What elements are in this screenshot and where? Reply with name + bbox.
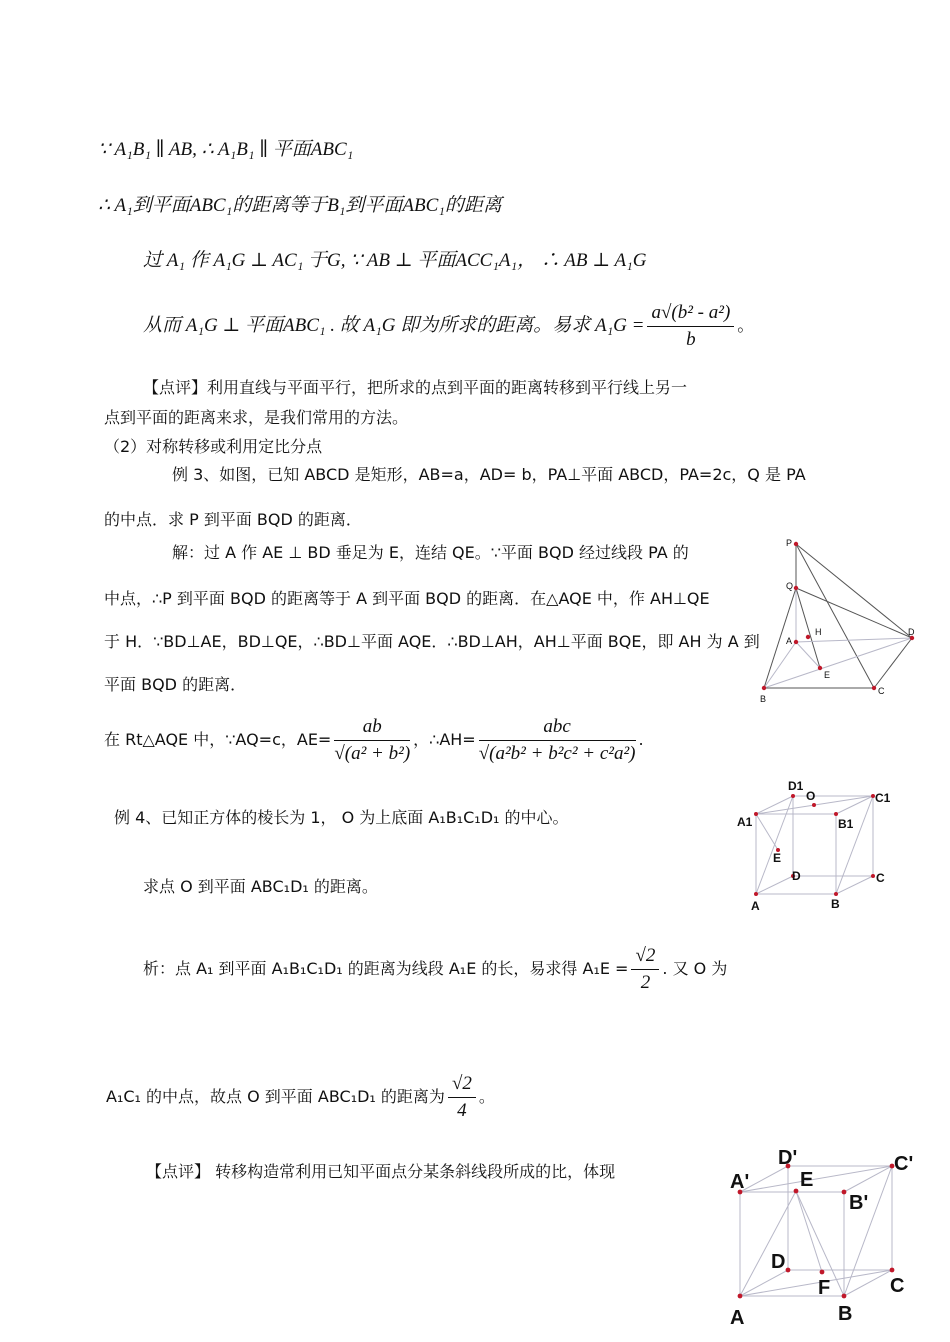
fraction-ah-num: abc (479, 716, 636, 741)
analysis-end: . 又 O 为 (662, 959, 728, 978)
fig2-label-o: O (806, 789, 816, 803)
fig1-label-a: A (786, 636, 793, 646)
line-3: 过 A₁ 作 A₁G ⊥ AC₁ 于G, ∵ AB ⊥ 平面ACC₁A₁， ∴ AB ⊥ A₁G (143, 250, 647, 271)
fig1-label-h: H (815, 627, 822, 637)
figure-cube-1 (736, 776, 906, 916)
fraction-a1e-den: 2 (640, 972, 651, 993)
analysis-4-b (106, 1073, 495, 1122)
example-3-a: 例 3、如图，已知 ABCD 是矩形，AB=a，AD= b，PA⊥平面 ABCD，PA=2c，Q 是 PA (172, 465, 806, 484)
rt-end: . (638, 730, 644, 749)
fig1-label-q: Q (786, 581, 794, 591)
solution-3-b: 中点，∴P 到平面 BQD 的距离等于 A 到平面 BQD 的距离．在△AQE 中，作 AH⊥QE (104, 589, 710, 608)
fraction-answer-num: √2 (448, 1073, 476, 1098)
fraction-ae-num: ab (334, 716, 410, 741)
line-4-end: 。 (737, 316, 755, 336)
analysis-text: 析：点 A₁ 到平面 A₁B₁C₁D₁ 的距离为线段 A₁E 的长，易求得 A₁E = (143, 959, 629, 978)
fig3-label-b: B (838, 1303, 853, 1325)
fig3-label-c: C (890, 1275, 905, 1297)
rt-text-b: ，∴AH= (413, 730, 476, 749)
figure-pyramid (752, 532, 932, 712)
fig2-label-d1: D1 (788, 779, 804, 793)
fig3-label-a-prime: A' (730, 1171, 750, 1193)
method-2-heading: （2）对称转移或利用定比分点 (104, 437, 323, 456)
fig1-label-d: D (908, 627, 915, 637)
comment-2: 【点评】 转移构造常利用已知平面点分某条斜线段所成的比，体现 (146, 1162, 616, 1181)
fraction-ae (334, 716, 410, 765)
line-4 (143, 302, 754, 351)
fig3-label-a: A (730, 1307, 745, 1329)
fraction-a1e-num: √2 (631, 945, 659, 970)
fig1-label-b: B (760, 694, 767, 704)
fig2-label-a: A (751, 899, 760, 913)
fraction-a1e (631, 945, 659, 994)
analysis-b-end: 。 (478, 1087, 495, 1106)
fig3-label-b-prime: B' (849, 1192, 869, 1214)
rt-text-a: 在 Rt△AQE 中，∵AQ=c，AE= (104, 730, 332, 749)
comment-1-b: 点到平面的距离来求，是我们常用的方法。 (104, 408, 409, 427)
fraction-ae-den: √(a² + b²) (334, 743, 411, 764)
fraction-ah (479, 716, 636, 765)
solution-3-a: 解：过 A 作 AE ⊥ BD 垂足为 E，连结 QE。∵平面 BQD 经过线段 PA 的 (172, 543, 689, 562)
fig3-label-c-prime: C' (894, 1153, 914, 1175)
fig1-label-p: P (786, 538, 793, 548)
solution-3-c: 于 H．∵BD⊥AE，BD⊥QE，∴BD⊥平面 AQE．∴BD⊥AH，AH⊥平面 BQE，即 AH 为 A 到 (104, 632, 760, 651)
fig2-label-a1: A1 (737, 815, 753, 829)
fraction-answer (448, 1073, 476, 1122)
fraction-ah-den: √(a²b² + b²c² + c²a²) (478, 743, 636, 764)
analysis-4-a (143, 945, 727, 994)
fig2-label-b: B (831, 897, 840, 911)
fig1-label-c: C (878, 686, 885, 696)
line-2: ∴ A₁到平面ABC₁的距离等于B₁到平面ABC₁的距离 (98, 195, 502, 216)
fig2-label-b1: B1 (838, 817, 854, 831)
fig2-label-d: D (792, 869, 801, 883)
fig3-label-d-prime: D' (778, 1147, 798, 1169)
analysis-b-text: A₁C₁ 的中点，故点 O 到平面 ABC₁D₁ 的距离为 (106, 1087, 445, 1106)
fig3-label-d: D (771, 1251, 786, 1273)
fraction-answer-den: 4 (457, 1100, 467, 1121)
fig3-label-f: F (818, 1277, 831, 1299)
line-4-text: 从而 A₁G ⊥ 平面ABC₁ . 故 A₁G 即为所求的距离。易求 A₁G = (143, 315, 645, 336)
fig2-label-c1: C1 (875, 791, 891, 805)
fig2-label-c: C (876, 871, 885, 885)
fraction-a1g (647, 302, 734, 351)
fraction-num: a√(b² - a²) (647, 302, 734, 327)
example-4-a: 例 4、已知正方体的棱长为 1， O 为上底面 A₁B₁C₁D₁ 的中心。 (114, 808, 569, 827)
fig2-label-e: E (773, 851, 782, 865)
example-3-b: 的中点．求 P 到平面 BQD 的距离． (104, 510, 362, 529)
fraction-den: b (686, 329, 696, 350)
line-1: ∵ A₁B₁ ∥ AB, ∴ A₁B₁ ∥ 平面ABC₁ (98, 139, 354, 160)
rt-triangle-line (104, 716, 644, 765)
example-4-b: 求点 O 到平面 ABC₁D₁ 的距离。 (143, 877, 378, 896)
comment-1-a: 【点评】利用直线与平面平行，把所求的点到平面的距离转移到平行线上另一 (143, 378, 688, 397)
fig3-label-e: E (800, 1169, 814, 1191)
figure-cube-2 (726, 1142, 926, 1342)
solution-3-d: 平面 BQD 的距离． (104, 675, 247, 694)
fig1-label-e: E (824, 670, 831, 680)
